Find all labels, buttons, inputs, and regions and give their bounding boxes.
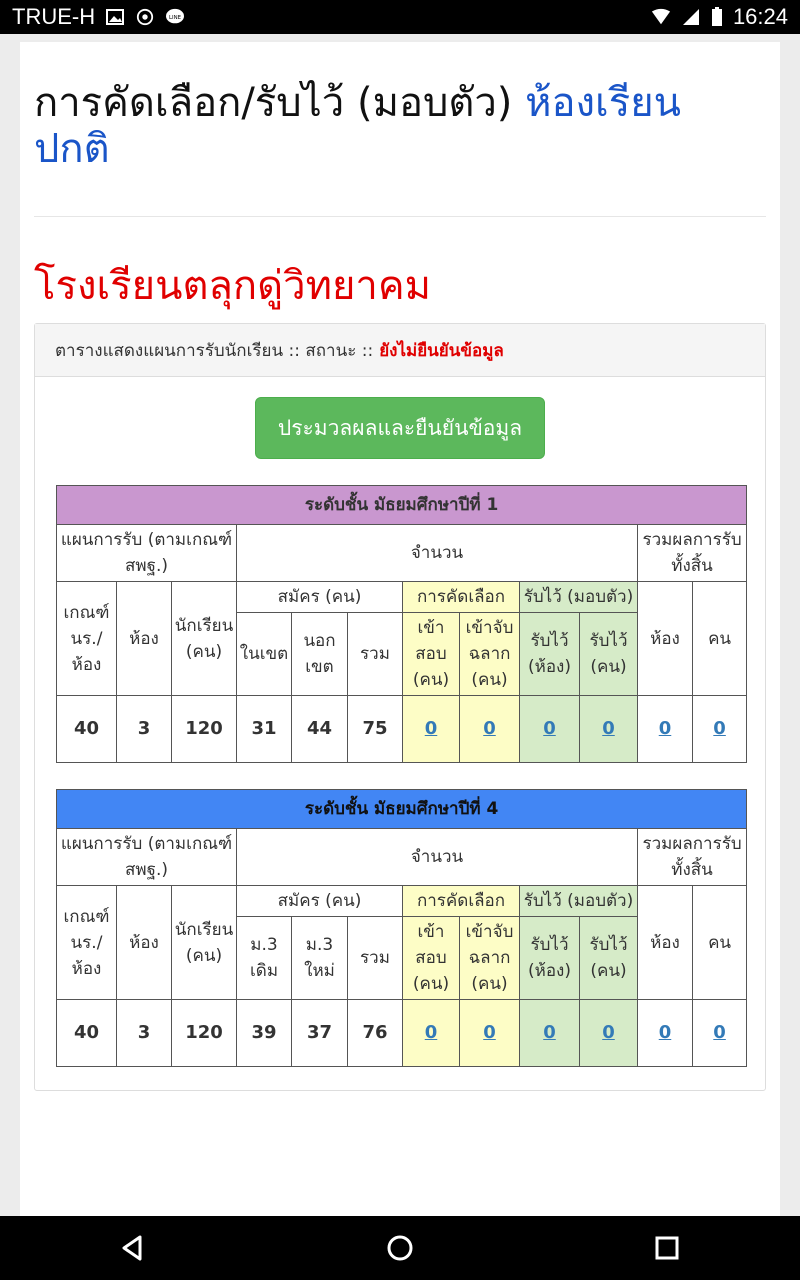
cell-rooms: 3 [117, 1000, 172, 1067]
cell-sum: 75 [348, 696, 403, 763]
total-people-link[interactable]: 0 [713, 1022, 726, 1043]
amount-header: จำนวน [237, 829, 638, 886]
school-name: โรงเรียนตลุกดู่วิทยาคม [34, 263, 431, 309]
status-bar [0, 0, 800, 34]
title-accent-room: ห้องเรียน [525, 80, 681, 126]
battery-icon [711, 7, 723, 27]
lottery-header: เข้าจับฉลาก (คน) [460, 613, 520, 696]
title-accent-normal: ปกติ [34, 126, 110, 172]
students-header: นักเรียน (คน) [172, 582, 237, 696]
new-m3-header: ม.3 ใหม่ [292, 917, 348, 1000]
selection-header: การคัดเลือก [403, 582, 520, 613]
status-badge: ยังไม่ยืนยันข้อมูล [379, 340, 504, 361]
clock-label: 16:24 [732, 4, 788, 29]
total-header: รวมผลการรับทั้งสิ้น [638, 525, 747, 582]
table-row [57, 696, 747, 763]
old-m3-header: ม.3 เดิม [237, 917, 292, 1000]
signal-icon [681, 8, 701, 26]
accepted-people-link[interactable]: 0 [602, 718, 615, 739]
cell-sum: 76 [348, 1000, 403, 1067]
cell-new-m3: 37 [292, 1000, 348, 1067]
lottery-count-link[interactable]: 0 [483, 1022, 496, 1043]
criteria-header: เกณฑ์ นร./ห้อง [57, 886, 117, 1000]
level-header: ระดับชั้น มัธยมศึกษาปีที่ 1 [57, 486, 747, 525]
amount-header: จำนวน [237, 525, 638, 582]
rooms-header: ห้อง [117, 886, 172, 1000]
divider [34, 216, 766, 217]
total-people-link[interactable]: 0 [713, 718, 726, 739]
exam-count-link[interactable]: 0 [424, 1022, 438, 1043]
level-header: ระดับชั้น มัธยมศึกษาปีที่ 4 [57, 790, 747, 829]
accepted-people-header: รับไว้ (คน) [580, 613, 638, 696]
carrier-label: TRUE-H [12, 4, 96, 29]
cell-criteria: 40 [57, 696, 117, 763]
total-header: รวมผลการรับทั้งสิ้น [638, 829, 747, 886]
panel-heading [35, 324, 765, 377]
cell-criteria: 40 [57, 1000, 117, 1067]
total-rooms-header: ห้อง [638, 582, 693, 696]
exam-header: เข้าสอบ (คน) [403, 917, 460, 1000]
sum-header: รวม [348, 917, 403, 1000]
in-zone-header: ในเขต [237, 613, 292, 696]
page-title [34, 42, 766, 172]
accepted-rooms-header: รับไว้ (ห้อง) [520, 613, 580, 696]
cell-students: 120 [172, 1000, 237, 1067]
plan-header: แผนการรับ (ตามเกณฑ์ สพฐ.) [57, 829, 237, 886]
process-confirm-button[interactable]: ประมวลผลและยืนยันข้อมูล [255, 397, 545, 459]
cell-out-zone: 44 [292, 696, 348, 763]
criteria-header: เกณฑ์ นร./ห้อง [57, 582, 117, 696]
accepted-people-link[interactable]: 0 [602, 1022, 615, 1043]
recents-icon[interactable] [652, 1233, 682, 1263]
students-header: นักเรียน (คน) [172, 886, 237, 1000]
selection-header: การคัดเลือก [403, 886, 520, 917]
accepted-header: รับไว้ (มอบตัว) [520, 582, 638, 613]
home-icon[interactable] [385, 1233, 415, 1263]
accepted-people-header: รับไว้ (คน) [580, 917, 638, 1000]
svg-text:LINE: LINE [169, 14, 182, 21]
accepted-rooms-link[interactable]: 0 [543, 718, 556, 739]
total-rooms-header: ห้อง [638, 886, 693, 1000]
out-zone-header: นอกเขต [292, 613, 348, 696]
cell-students: 120 [172, 696, 237, 763]
applied-header: สมัคร (คน) [237, 886, 403, 917]
cell-rooms: 3 [117, 696, 172, 763]
rooms-header: ห้อง [117, 582, 172, 696]
cell-in-zone: 31 [237, 696, 292, 763]
sum-header: รวม [348, 613, 403, 696]
table-row [57, 1000, 747, 1067]
total-people-header: คน [693, 886, 747, 1000]
panel-heading-label: ตารางแสดงแผนการรับนักเรียน :: สถานะ :: [55, 340, 374, 361]
chrome-icon [135, 8, 155, 26]
admission-plan-panel [34, 323, 766, 1091]
cell-old-m3: 39 [237, 1000, 292, 1067]
back-icon[interactable] [118, 1233, 148, 1263]
total-people-header: คน [693, 582, 747, 696]
page-container [20, 42, 780, 1216]
gallery-icon [105, 8, 125, 26]
accepted-rooms-link[interactable]: 0 [543, 1022, 556, 1043]
line-app-icon [165, 8, 185, 26]
total-rooms-link[interactable]: 0 [658, 718, 672, 739]
accepted-header: รับไว้ (มอบตัว) [520, 886, 638, 917]
accepted-rooms-header: รับไว้ (ห้อง) [520, 917, 580, 1000]
plan-table-m1 [56, 485, 747, 763]
wifi-icon [651, 8, 671, 26]
total-rooms-link[interactable]: 0 [658, 1022, 672, 1043]
applied-header: สมัคร (คน) [237, 582, 403, 613]
plan-header: แผนการรับ (ตามเกณฑ์ สพฐ.) [57, 525, 237, 582]
navigation-bar [0, 1216, 800, 1280]
exam-count-link[interactable]: 0 [424, 718, 438, 739]
plan-table-m4 [56, 789, 747, 1067]
lottery-header: เข้าจับฉลาก (คน) [460, 917, 520, 1000]
title-main: การคัดเลือก/รับไว้ (มอบตัว) [34, 80, 513, 126]
exam-header: เข้าสอบ (คน) [403, 613, 460, 696]
lottery-count-link[interactable]: 0 [483, 718, 496, 739]
